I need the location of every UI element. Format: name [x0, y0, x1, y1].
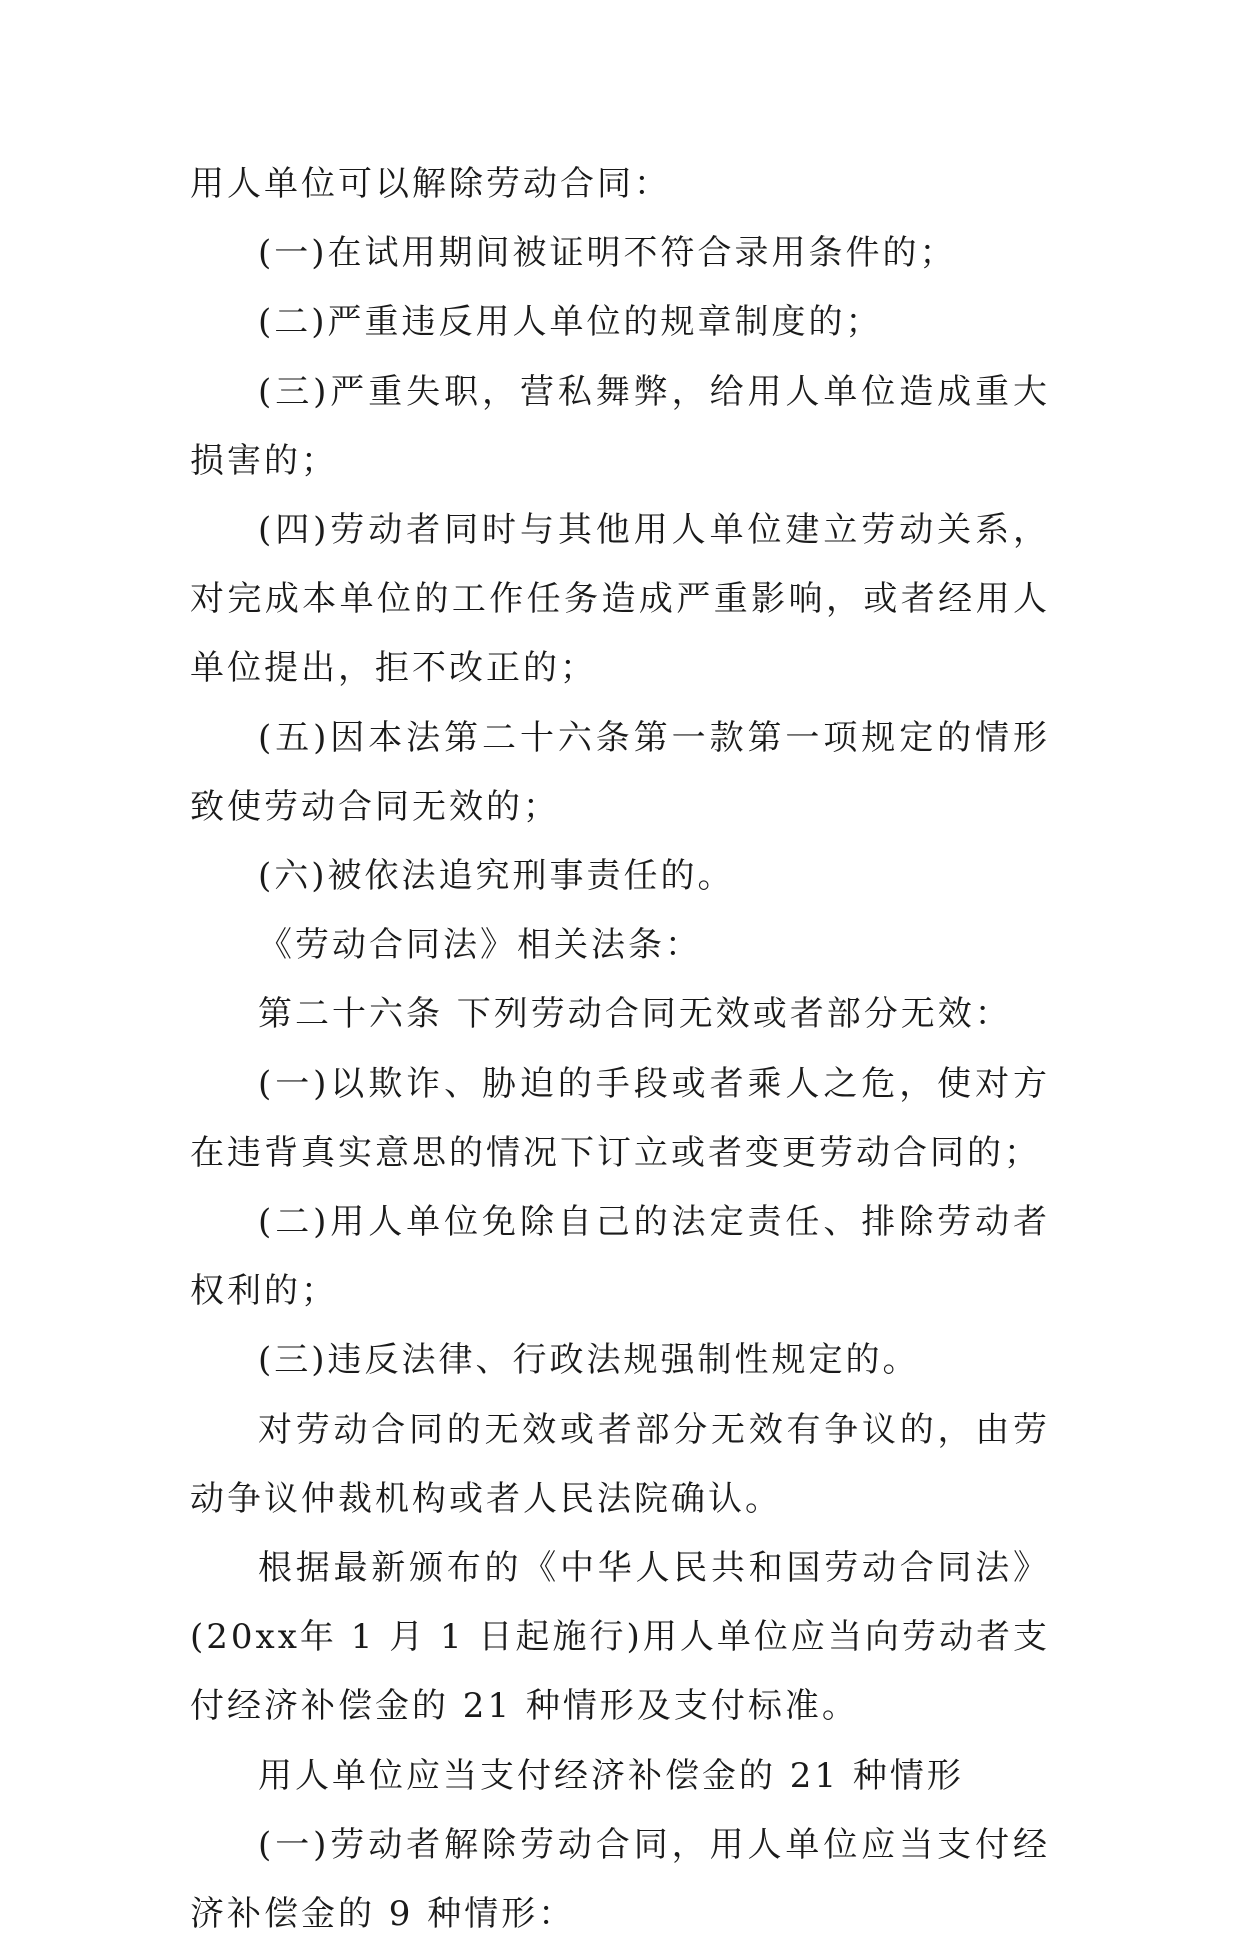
paragraph-article-26-item-1: (一)以欺诈、胁迫的手段或者乘人之危，使对方在违背真实意思的情况下订立或者变更劳动合同的；	[190, 1063, 1050, 1173]
paragraph-item-1: (一)在试用期间被证明不符合录用条件的；	[258, 233, 957, 274]
paragraph-article-26: 第二十六条 下列劳动合同无效或者部分无效：	[258, 994, 1012, 1035]
paragraph-dispute-confirmation: 对劳动合同的无效或者部分无效有争议的，由劳动争议仲裁机构或者人民法院确认。	[190, 1409, 1050, 1519]
paragraph-article-26-item-3: (三)违反法律、行政法规强制性规定的。	[258, 1340, 920, 1381]
paragraph-item-5: (五)因本法第二十六条第一款第一项规定的情形致使劳动合同无效的；	[190, 717, 1050, 827]
paragraph-termination-intro: 用人单位可以解除劳动合同：	[190, 164, 671, 204]
document-body	[190, 150, 1050, 1949]
paragraph-article-26-item-2: (二)用人单位免除自己的法定责任、排除劳动者权利的；	[190, 1202, 1050, 1312]
paragraph-compensation-intro: 根据最新颁布的《中华人民共和国劳动合同法》(20xx年 1 月 1 日起施行)用人单位应当向劳动者支付经济补偿金的 21 种情形及支付标准。	[190, 1548, 1050, 1727]
paragraph-item-4: (四)劳动者同时与其他用人单位建立劳动关系，对完成本单位的工作任务造成严重影响，或者经用人单位提出，拒不改正的；	[190, 510, 1050, 689]
paragraph-compensation-heading: 用人单位应当支付经济补偿金的 21 种情形	[258, 1755, 964, 1796]
paragraph-item-6: (六)被依法追究刑事责任的。	[258, 856, 735, 897]
paragraph-compensation-item-1: (一)劳动者解除劳动合同，用人单位应当支付经济补偿金的 9 种情形：	[190, 1824, 1050, 1935]
paragraph-item-3: (三)严重失职，营私舞弊，给用人单位造成重大损害的；	[190, 371, 1050, 481]
paragraph-related-articles-heading: 《劳动合同法》相关法条：	[258, 925, 702, 966]
paragraph-item-2: (二)严重违反用人单位的规章制度的；	[258, 302, 883, 343]
